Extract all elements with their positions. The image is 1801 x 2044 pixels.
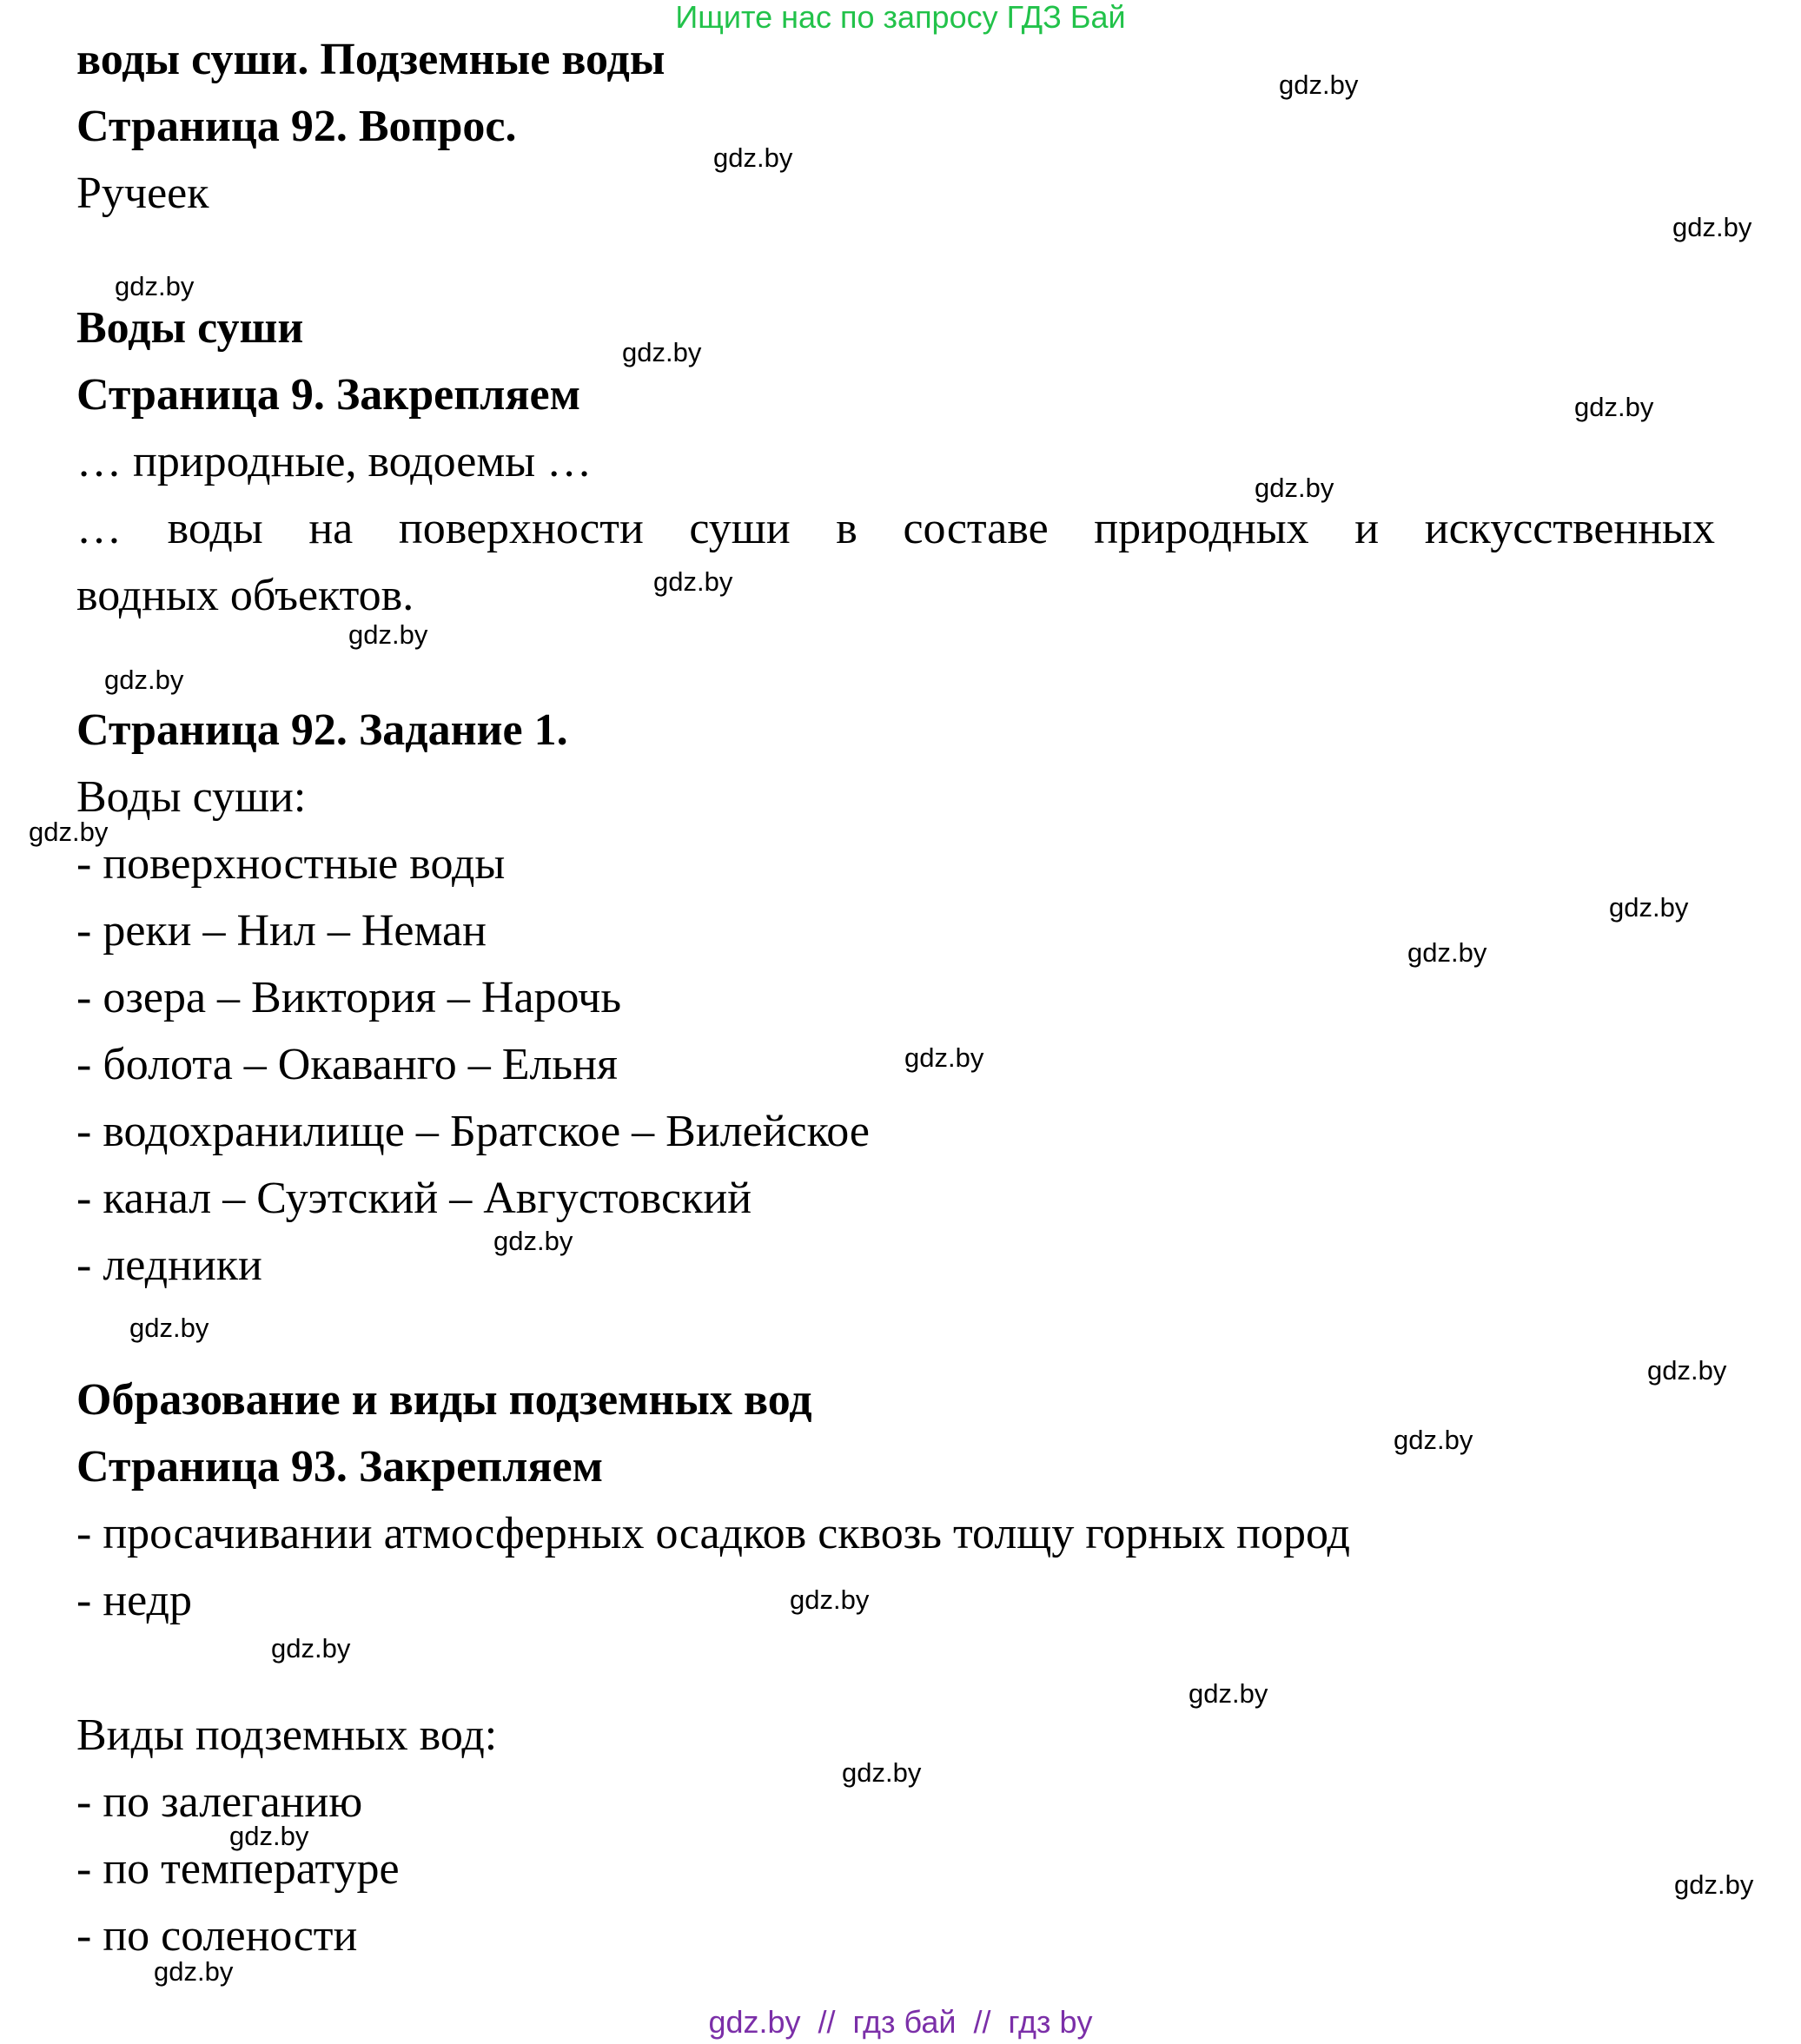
- watermark: gdz.by: [1672, 212, 1752, 242]
- watermark: gdz.by: [1674, 1869, 1754, 1900]
- list-item: - болота – Окаванго – Ельня: [76, 1040, 618, 1089]
- watermark: gdz.by: [1279, 69, 1359, 100]
- page-93-heading: Страница 93. Закрепляем: [76, 1442, 604, 1492]
- answer-line: - недр: [76, 1576, 192, 1625]
- watermark: gdz.by: [904, 1042, 984, 1073]
- types-intro: Виды подземных вод:: [76, 1710, 498, 1760]
- section-heading-waters: Воды суши: [76, 303, 304, 353]
- page-9-heading: Страница 9. Закрепляем: [76, 370, 581, 420]
- answer-line-3: водных объектов.: [76, 571, 414, 620]
- watermark: gdz.by: [622, 337, 702, 367]
- section-heading-land-waters: воды суши. Подземные воды: [76, 35, 665, 84]
- watermark: gdz.by: [229, 1821, 309, 1851]
- top-banner-link[interactable]: Ищите нас по запросу ГДЗ Бай: [675, 0, 1126, 35]
- answer-text: Ручеек: [76, 169, 209, 218]
- footer-links[interactable]: gdz.by // гдз бай // гдз by: [708, 2004, 1093, 2040]
- watermark: gdz.by: [115, 271, 195, 301]
- watermark: gdz.by: [1394, 1425, 1473, 1455]
- watermark: gdz.by: [348, 619, 428, 650]
- watermark: gdz.by: [842, 1757, 922, 1788]
- watermark: gdz.by: [129, 1313, 209, 1343]
- list-item: - водохранилище – Братское – Вилейское: [76, 1107, 870, 1156]
- list-item: - канал – Суэтский – Августовский: [76, 1174, 752, 1223]
- watermark: gdz.by: [154, 1956, 234, 1987]
- watermark: gdz.by: [493, 1226, 573, 1256]
- list-item: - по температуре: [76, 1844, 400, 1894]
- watermark: gdz.by: [29, 817, 109, 847]
- watermark: gdz.by: [1574, 392, 1654, 422]
- watermark: gdz.by: [1407, 937, 1487, 968]
- watermark: gdz.by: [713, 142, 793, 173]
- answer-line: - просачивании атмосферных осадков сквозь толщу горных пород: [76, 1509, 1350, 1558]
- watermark: gdz.by: [1189, 1678, 1268, 1709]
- section-heading-groundwater: Образование и виды подземных вод: [76, 1375, 812, 1425]
- watermark: gdz.by: [790, 1584, 870, 1615]
- list-item: - ледники: [76, 1240, 262, 1290]
- watermark: gdz.by: [1609, 892, 1689, 923]
- watermark: gdz.by: [1255, 473, 1334, 503]
- watermark: gdz.by: [653, 566, 733, 597]
- list-item: - по солености: [76, 1911, 358, 1961]
- list-item: - поверхностные воды: [76, 839, 506, 889]
- answer-line-2: … воды на поверхности суши в составе природных и искусственных: [76, 504, 1715, 553]
- list-intro: Воды суши:: [76, 772, 307, 822]
- watermark: gdz.by: [271, 1633, 351, 1664]
- page-92-task-heading: Страница 92. Задание 1.: [76, 705, 568, 755]
- list-item: - реки – Нил – Неман: [76, 906, 487, 956]
- list-item: - по залеганию: [76, 1777, 363, 1827]
- list-item: - озера – Виктория – Нарочь: [76, 973, 622, 1022]
- page-92-question-heading: Страница 92. Вопрос.: [76, 102, 517, 151]
- watermark: gdz.by: [1647, 1355, 1727, 1386]
- answer-line-1: … природные, водоемы …: [76, 437, 593, 486]
- watermark: gdz.by: [104, 665, 184, 695]
